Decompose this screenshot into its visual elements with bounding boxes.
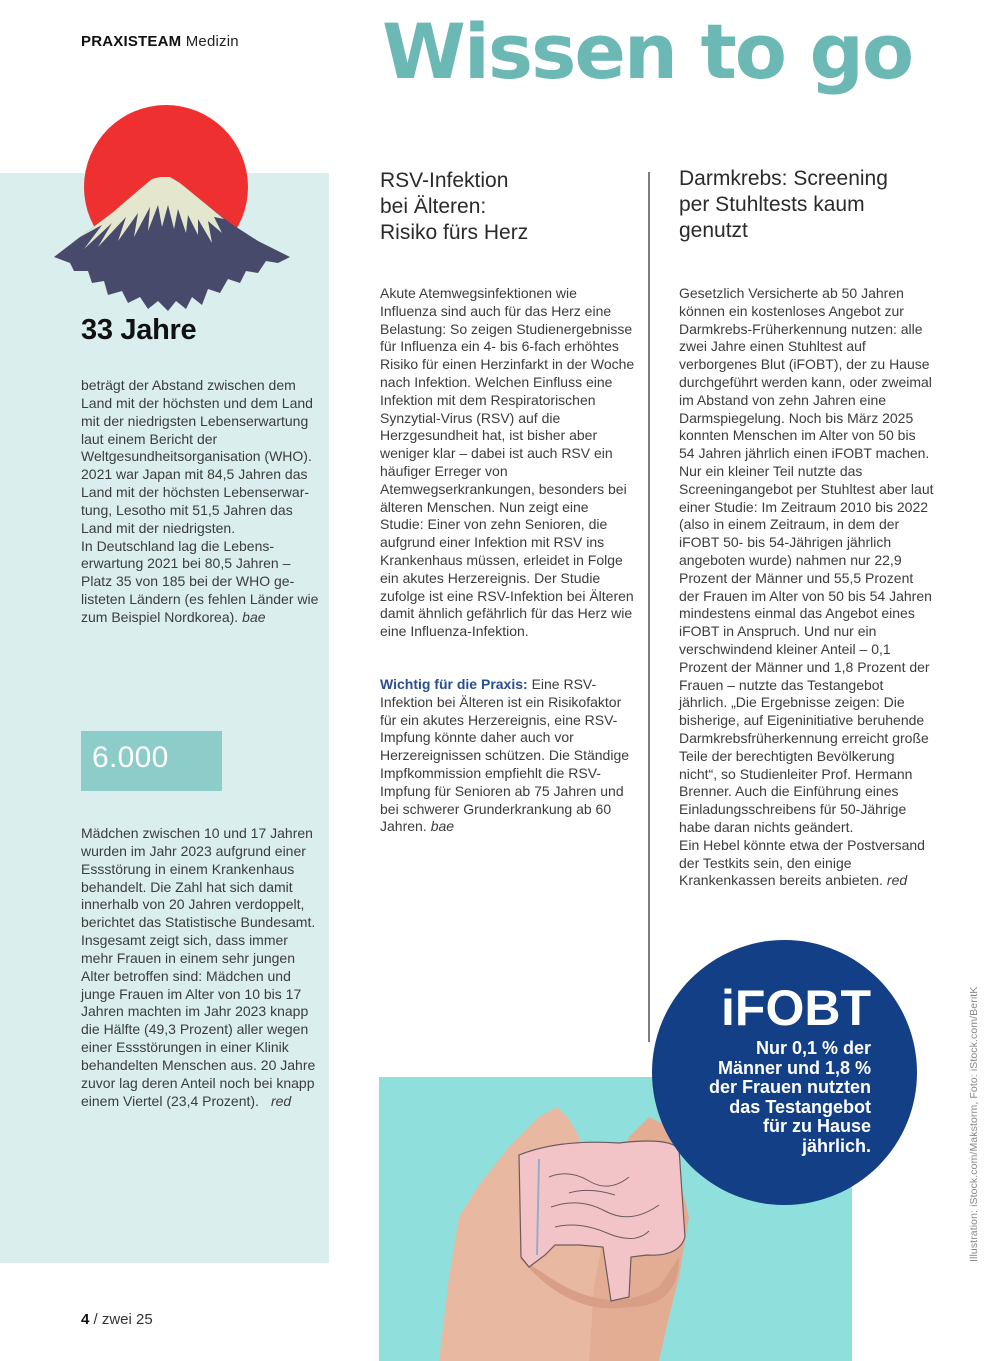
article-darmkrebs-heading: Darmkrebs: Screening per Stuhltests kaum genutzt xyxy=(679,167,888,242)
article-rsv-practice-note: Wichtig für die Praxis: Eine RSV-Infektion bei Älteren ist ein Risikofaktor für ein akutes Herzereignis, eine RSV-Impfung könnte daher auch vor Herzereignissen schützen. Die Ständige Impfkommission empfiehlt die RSV-Impfung für Senioren ab 75 Jahren und bei schwerer Grunderkrankung ab 60 Jahren. bae xyxy=(380,676,630,835)
section-kicker xyxy=(81,33,239,50)
issue-label: / zwei 25 xyxy=(89,1311,153,1328)
stat-6000-text: Mädchen zwischen 10 und 17 Jahren wurden im Jahr 2023 aufgrund einer Essstörung in einem Krankenhaus behandelt. Die Zahl hat sich damit innerhalb von 20 Jahren verdoppelt, berichtet das Statistische Bundesamt. Insgesamt zeigt sich, dass immer mehr Frauen in einem sehr jungen Alter betroffen sind: Mädchen und junge Frauen im Alter von 10 bis 17 Jahren machten im Jahr 2023 knapp die Hälfte (49,3 Prozent) aller wegen einer Essstörungen in einer Klinik behandelten Menschen aus. 20 Jahre zuvor lag deren Anteil noch bei knapp einem Viertel (23,4 Prozent). red xyxy=(81,825,316,1109)
stat-33-jahre-title: 33 Jahre xyxy=(81,314,197,346)
article-rsv-heading: RSV-Infektion bei Älteren: Risiko fürs Herz xyxy=(380,169,529,244)
image-credit: Illustration: iStock.com/Makstorm, Foto: iStock.com/BeritK xyxy=(968,986,980,1262)
author-sign: red xyxy=(270,1092,292,1109)
article-darmkrebs-body: Gesetzlich Versicherte ab 50 Jahren können ein kostenloses Angebot zur Darmkrebs-Früherkennung nutzen: alle zwei Jahre einen Stuhltest auf verborgenes Blut (iFOBT), der zu Hause durchgeführt werden kann, oder zweimal im Abstand von zehn Jahren eine Darmspiegelung. Noch bis März 2025 konnten Menschen im Alter von 50 bis 54 Jahren jährlich einen iFOBT machen. Nur ein kleiner Teil nutzte das Screeningangebot per Stuhltest aber laut einer Studie: Im Zeitraum 2010 bis 2022 (also in einem Zeitraum, in dem der iFOBT 50- bis 54-Jährigen jährlich angeboten wurde) nahmen nur 22,9 Prozent der Männer und 55,5 Prozent der Frauen im Alter von 50 bis 54 Jahren mindestens einmal das Angebot eines iFOBT in Anspruch. Und nur ein verschwindend kleiner Anteil – 0,1 Prozent der Männer und 1,8 Prozent der Frauen – nutzte das Testangebot jährlich. „Die Ergebnisse zeigen: Die bisherige, auf Eigeninitiative beruhende Darmkrebsfrüherkennung erreicht große Teile der berechtigten Bevölkerung nicht“, so Studienleiter Prof. Hermann Brenner. Auch die Einführung eines Einladungsschreibens für 50-Jährige habe daran nichts geändert. Ein Hebel könnte etwa der Postversand der Testkits sein, den einige Krankenkassen bereits anbieten. red xyxy=(679,285,934,889)
practice-label: Wichtig für die Praxis: xyxy=(380,676,528,692)
badge-title: iFOBT xyxy=(721,980,871,1036)
author-sign: bae xyxy=(242,608,266,625)
mount-fuji-illustration xyxy=(52,105,292,315)
column-divider xyxy=(648,172,650,1042)
stat-6000-box xyxy=(81,731,222,791)
author-sign: red xyxy=(886,872,908,889)
kicker-section: Medizin xyxy=(185,33,239,50)
stat-33-jahre-text: beträgt der Abstand zwischen dem Land mit der höchsten und dem Land mit der niedrigsten Lebenserwartung laut einem Bericht der Weltgesundheitsorganisation (WHO). 2021 war Japan mit 84,5 Jahren das Land mit der höchsten Lebenserwartung, Lesotho mit 51,5 Jahren das Land mit der niedrigsten. In Deutschland lag die Lebenserwartung 2021 bei 80,5 Jahren – Platz 35 von 185 bei der WHO gelisteten Ländern (es fehlen Länder wie zum Beispiel Nordkorea). bae xyxy=(81,377,319,625)
article-rsv-body: Akute Atemwegsinfektionen wie Influenza sind auch für das Herz eine Belastung: So zeigen Studienergebnisse für Influenza ein 4- bis 6-fach erhöhtes Risiko für einen Herzinfarkt in der Woche nach Infektion. Welchen Einfluss eine Infektion mit dem Respiratorischen Synzytial-Virus (RSV) auf die Herzgesundheit hat, ist bisher aber weniger klar – dabei ist auch RSV ein häufiger Erreger von Atemwegserkrankungen, besonders bei älteren Menschen. Nun zeigt eine Studie: Einer von zehn Senioren, die aufgrund einer Infektion mit RSV ins Krankenhaus müssen, erleidet in Folge ein akutes Herzereignis. Der Studie zufolge ist eine RSV-Infektion bei Älteren damit ähnlich gefährlich für das Herz wie eine Influenza-Infektion. xyxy=(380,285,635,640)
author-sign: bae xyxy=(430,818,455,835)
stat-6000-title: 6.000 xyxy=(92,741,169,774)
page-footer xyxy=(81,1311,153,1328)
ifobt-stat-badge xyxy=(652,940,917,1205)
badge-text: Nur 0,1 % der Männer und 1,8 % der Frauen nutzten das Testangebot für zu Hause jährlich. xyxy=(708,1038,871,1156)
page-number: 4 xyxy=(81,1311,90,1328)
kicker-brand: PRAXISTEAM xyxy=(81,33,182,50)
page-headline: Wissen to go xyxy=(382,7,913,96)
